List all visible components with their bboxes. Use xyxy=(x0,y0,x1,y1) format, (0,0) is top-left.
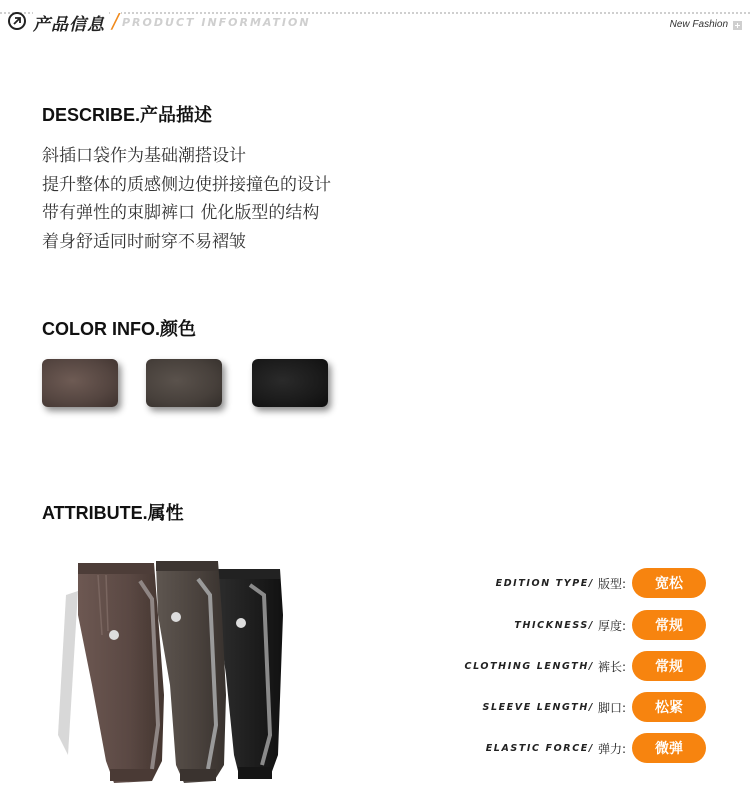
attribute-value-pill: 常规 xyxy=(632,651,706,681)
color-swatch-grey[interactable] xyxy=(146,359,222,407)
header-slash: / xyxy=(112,9,119,33)
attribute-label-cn: 裤长: xyxy=(597,659,626,674)
describe-line: 斜插口袋作为基础潮搭设计 xyxy=(42,146,246,166)
attribute-label-en: ELASTIC FORCE/ xyxy=(485,742,594,754)
header-title-cn: 产品信息 xyxy=(33,10,109,35)
attribute-label-en: SLEEVE LENGTH/ xyxy=(482,701,594,713)
plus-icon xyxy=(733,21,742,30)
section-header xyxy=(0,0,750,48)
color-swatch-brown[interactable] xyxy=(42,359,118,407)
color-swatch-black[interactable] xyxy=(252,359,328,407)
attribute-label-en: CLOTHING LENGTH/ xyxy=(464,660,594,672)
attribute-label-cn: 厚度: xyxy=(597,618,626,633)
attribute-title: ATTRIBUTE.属性 xyxy=(42,503,184,523)
attribute-label-cn: 弹力: xyxy=(597,741,626,756)
product-pants-image xyxy=(58,555,290,787)
header-title-en: PRODUCT INFORMATION xyxy=(122,16,317,29)
header-tag: New Fashion xyxy=(666,19,728,30)
attribute-value-pill: 宽松 xyxy=(632,568,706,598)
attribute-label-cn: 版型: xyxy=(597,576,626,591)
attribute-row-thickness xyxy=(514,610,706,640)
attribute-row-clothing-length xyxy=(465,651,706,681)
color-info-title: COLOR INFO.颜色 xyxy=(42,319,196,339)
attribute-value-pill: 松紧 xyxy=(632,692,706,722)
attribute-value-pill: 微弹 xyxy=(632,733,706,763)
describe-line: 着身舒适同时耐穿不易褶皱 xyxy=(42,231,246,252)
attribute-row-edition xyxy=(496,568,706,598)
attribute-label-cn: 脚口: xyxy=(597,700,626,715)
describe-text xyxy=(42,142,331,256)
describe-line: 带有弹性的束脚裤口 优化版型的结构 xyxy=(42,203,320,224)
attribute-row-sleeve-length xyxy=(483,692,707,722)
arrow-circle-icon xyxy=(8,12,26,30)
attribute-label-en: EDITION TYPE/ xyxy=(495,577,594,589)
describe-line: 提升整体的质感侧边使拼接撞色的设计 xyxy=(42,174,331,195)
describe-title: DESCRIBE.产品描述 xyxy=(42,105,213,125)
attribute-row-elastic-force xyxy=(486,733,706,763)
attribute-value-pill: 常规 xyxy=(632,610,706,640)
attribute-label-en: THICKNESS/ xyxy=(514,619,594,631)
